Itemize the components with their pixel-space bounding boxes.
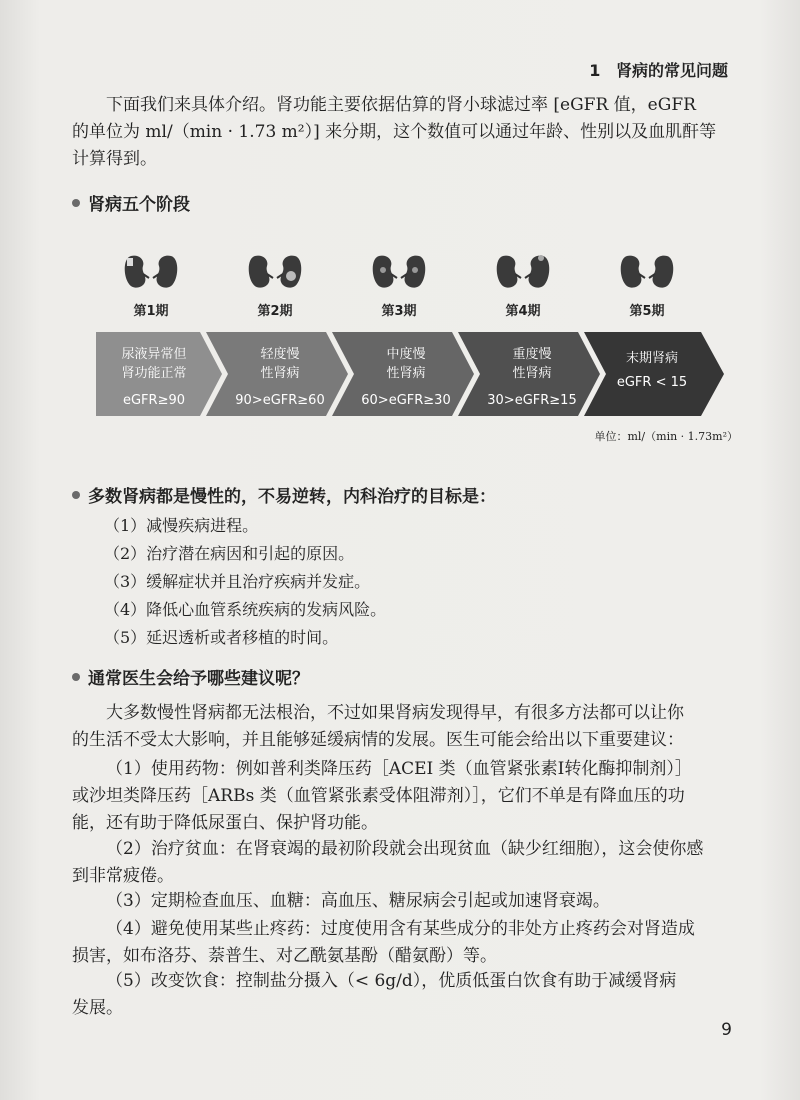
stage-desc-line2: eGFR < 15: [616, 375, 688, 390]
kidney-icon: [369, 250, 429, 294]
text-line: （2）治疗贫血：在肾衰竭的最初阶段就会出现贫血（缺少红细胞），这会使你感: [106, 839, 704, 859]
stage-egfr: 90>eGFR≥60: [235, 393, 325, 408]
stage-arrow-5: [584, 332, 724, 416]
unit-note: 单位：ml/（min · 1.73m²）: [594, 430, 738, 443]
stage-column: [592, 250, 702, 319]
text-line: 发展。: [72, 998, 123, 1018]
stage-egfr: 60>eGFR≥30: [361, 393, 451, 408]
goal-item: （2）治疗潜在病因和引起的原因。: [104, 544, 355, 563]
advice-paragraph: [72, 888, 732, 915]
stage-arrow-band: [96, 332, 726, 416]
goal-item: （5）延迟透析或者移植的时间。: [104, 628, 339, 647]
stage-column: [468, 250, 578, 319]
stage-desc-line1: 尿液异常但: [121, 347, 187, 362]
advice-paragraph: [72, 700, 732, 754]
chapter-number: 1: [589, 61, 601, 80]
kidney-icon: [245, 250, 305, 294]
kidney-icon: [121, 250, 181, 294]
text-line: （4）避免使用某些止疼药：过度使用含有某些成分的非处方止疼药会对肾造成: [106, 919, 695, 939]
advice-paragraph: [72, 756, 732, 837]
bullet-icon: [72, 491, 80, 499]
stage-desc-line1: 轻度慢: [260, 347, 300, 362]
stage-desc-line1: 重度慢: [512, 347, 552, 362]
stage-label: 第1期: [133, 304, 169, 319]
intro-line: 计算得到。: [72, 149, 157, 169]
stage-label: 第5期: [629, 304, 665, 319]
stage-desc-line2: 性肾病: [512, 366, 552, 381]
stage-column: [344, 250, 454, 319]
goal-item: （4）降低心血管系统疾病的发病风险。: [104, 600, 387, 619]
bullet-icon: [72, 199, 80, 207]
text-line: （1）使用药物：例如普利类降压药［ACEI 类（血管紧张素Ⅰ转化酶抑制剂）］: [106, 759, 692, 779]
intro-line: 的单位为 ml/（min · 1.73 m²）] 来分期，这个数值可以通过年龄、性别以及血肌酐等: [72, 122, 717, 142]
text-line: 能，还有助于降低尿蛋白、保护肾功能。: [72, 813, 378, 833]
stage-desc-line2: 肾功能正常: [121, 366, 187, 381]
advice-paragraph: [72, 968, 732, 1022]
stage-label: 第3期: [381, 304, 417, 319]
chapter-title: 肾病的常见问题: [615, 61, 728, 80]
text-line: 的生活不受太大影响，并且能够延缓病情的发展。医生可能会给出以下重要建议：: [72, 730, 684, 750]
stage-egfr: 30>eGFR≥15: [487, 393, 577, 408]
text-line: 大多数慢性肾病都无法根治，不过如果肾病发现得早，有很多方法都可以让你: [106, 703, 684, 723]
text-line: 或沙坦类降压药［ARBs 类（血管紧张素受体阻滞剂）］，它们不单是有降血压的功: [72, 786, 685, 806]
section-heading-advice: [72, 664, 309, 689]
page-number: 9: [721, 1020, 732, 1040]
bullet-icon: [72, 673, 80, 681]
section-title: 肾病五个阶段: [88, 195, 190, 215]
text-line: 到非常疲倦。: [72, 866, 174, 886]
stage-column: [96, 250, 206, 319]
stage-label: 第2期: [257, 304, 293, 319]
text-line: （3）定期检查血压、血糖：高血压、糖尿病会引起或加速肾衰竭。: [106, 891, 610, 911]
section-title: 多数肾病都是慢性的，不易逆转，内科治疗的目标是：: [88, 487, 496, 507]
stage-desc-line2: 性肾病: [386, 366, 426, 381]
kidney-stage-diagram: [96, 250, 736, 450]
section-heading-stages: [72, 190, 190, 215]
text-line: 损害，如布洛芬、萘普生、对乙酰氨基酚（醋氨酚）等。: [72, 946, 497, 966]
stage-desc-line1: 末期肾病: [625, 351, 679, 366]
section-heading-goals: [72, 482, 496, 507]
stage-egfr: eGFR≥90: [122, 393, 186, 408]
kidney-icon: [493, 250, 553, 294]
stage-column: [220, 250, 330, 319]
stage-desc-line2: 性肾病: [260, 366, 300, 381]
intro-line: 下面我们来具体介绍。肾功能主要依据估算的肾小球滤过率 [eGFR 值，eGFR: [106, 95, 696, 115]
stage-desc-line1: 中度慢: [386, 347, 426, 362]
advice-paragraph: [72, 836, 732, 890]
text-line: （5）改变饮食：控制盐分摄入（< 6g/d），优质低蛋白饮食有助于减缓肾病: [106, 971, 677, 991]
stage-label: 第4期: [505, 304, 541, 319]
running-header: [589, 58, 728, 81]
goal-item: （3）缓解症状并且治疗疾病并发症。: [104, 572, 371, 591]
section-title: 通常医生会给予哪些建议呢？: [88, 669, 309, 689]
kidney-icon: [617, 250, 677, 294]
intro-paragraph: [72, 92, 732, 173]
goal-item: （1）减慢疾病进程。: [104, 516, 259, 535]
advice-paragraph: [72, 916, 732, 970]
